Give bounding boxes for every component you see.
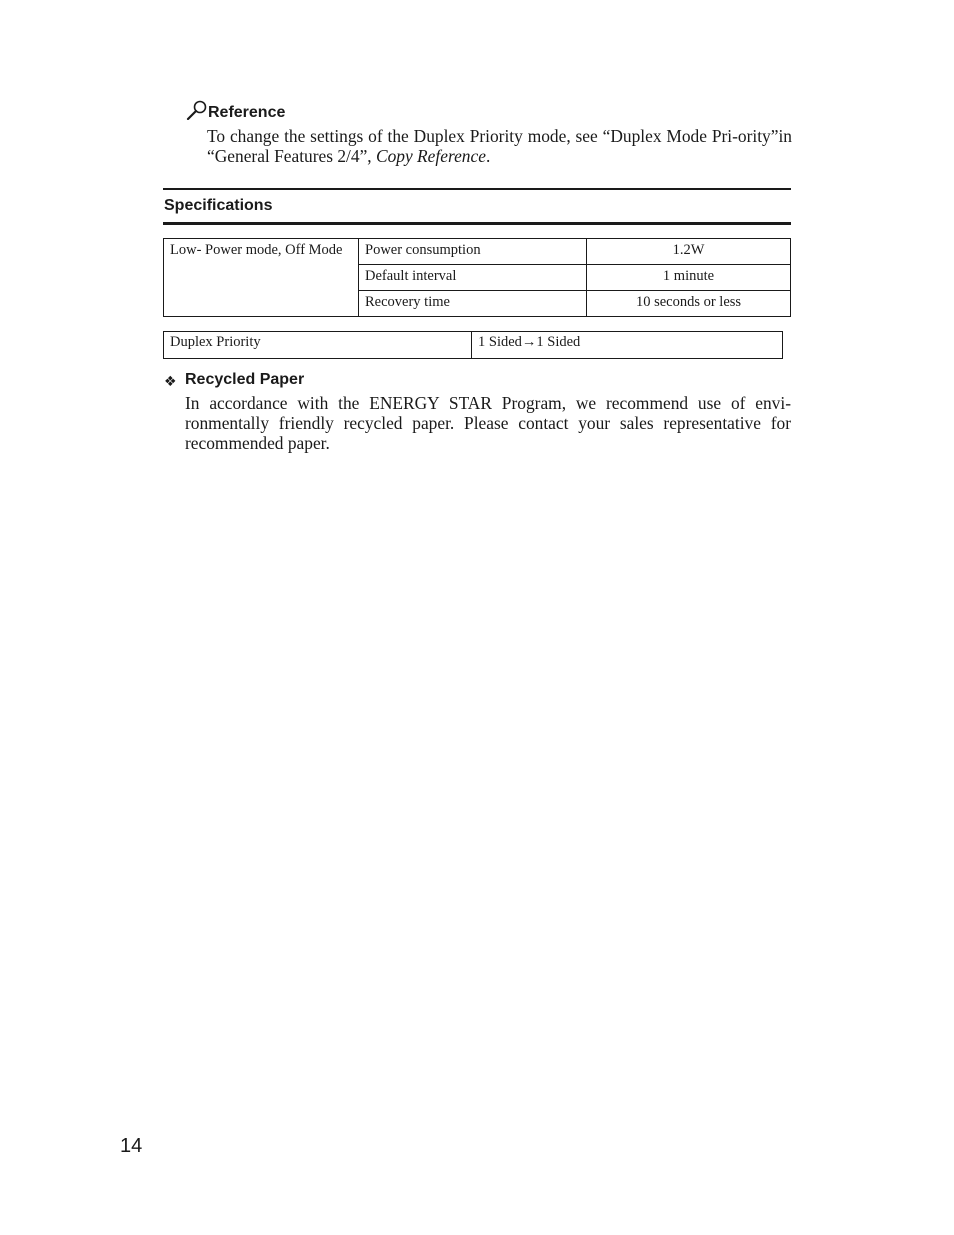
specifications-table xyxy=(163,238,791,317)
recycled-paper-text: In accordance with the ENERGY STAR Program, we recommend use of envi-ronmentally friendly recycled paper. Please contact your sales representative for recommended paper. xyxy=(185,393,791,453)
specifications-heading: Specifications xyxy=(164,197,273,214)
mode-label-cell: Low- Power mode, Off Mode xyxy=(164,239,359,317)
reference-heading: Reference xyxy=(208,104,286,121)
page-number: 14 xyxy=(120,1135,143,1157)
spec-item-cell: Default interval xyxy=(359,265,587,291)
duplex-value-cell: 1 Sided→1 Sided xyxy=(472,332,783,359)
spec-item-cell: Power consumption xyxy=(359,239,587,265)
spec-value-cell: 1 minute xyxy=(587,265,791,291)
reference-text-italic: Copy Reference xyxy=(376,146,486,166)
spec-value-cell: 1.2W xyxy=(587,239,791,265)
spec-item-cell: Recovery time xyxy=(359,291,587,317)
duplex-label-cell: Duplex Priority xyxy=(164,332,472,359)
reference-text xyxy=(207,126,792,166)
section-rule-bottom xyxy=(163,222,791,225)
table-row xyxy=(164,239,791,265)
table-row xyxy=(164,332,783,359)
reference-text-end: . xyxy=(485,146,491,166)
section-rule-top xyxy=(163,188,791,190)
recycled-paper-heading: Recycled Paper xyxy=(185,371,305,388)
spec-value-cell: 10 seconds or less xyxy=(587,291,791,317)
magnifier-icon xyxy=(186,100,208,120)
reference-text-main: To change the settings of the Duplex Priority mode, see “Duplex Mode Pri-ority”in “General Features 2/4”, xyxy=(207,126,792,166)
diamond-bullet-icon: ❖ xyxy=(164,373,177,389)
duplex-priority-table xyxy=(163,331,783,359)
